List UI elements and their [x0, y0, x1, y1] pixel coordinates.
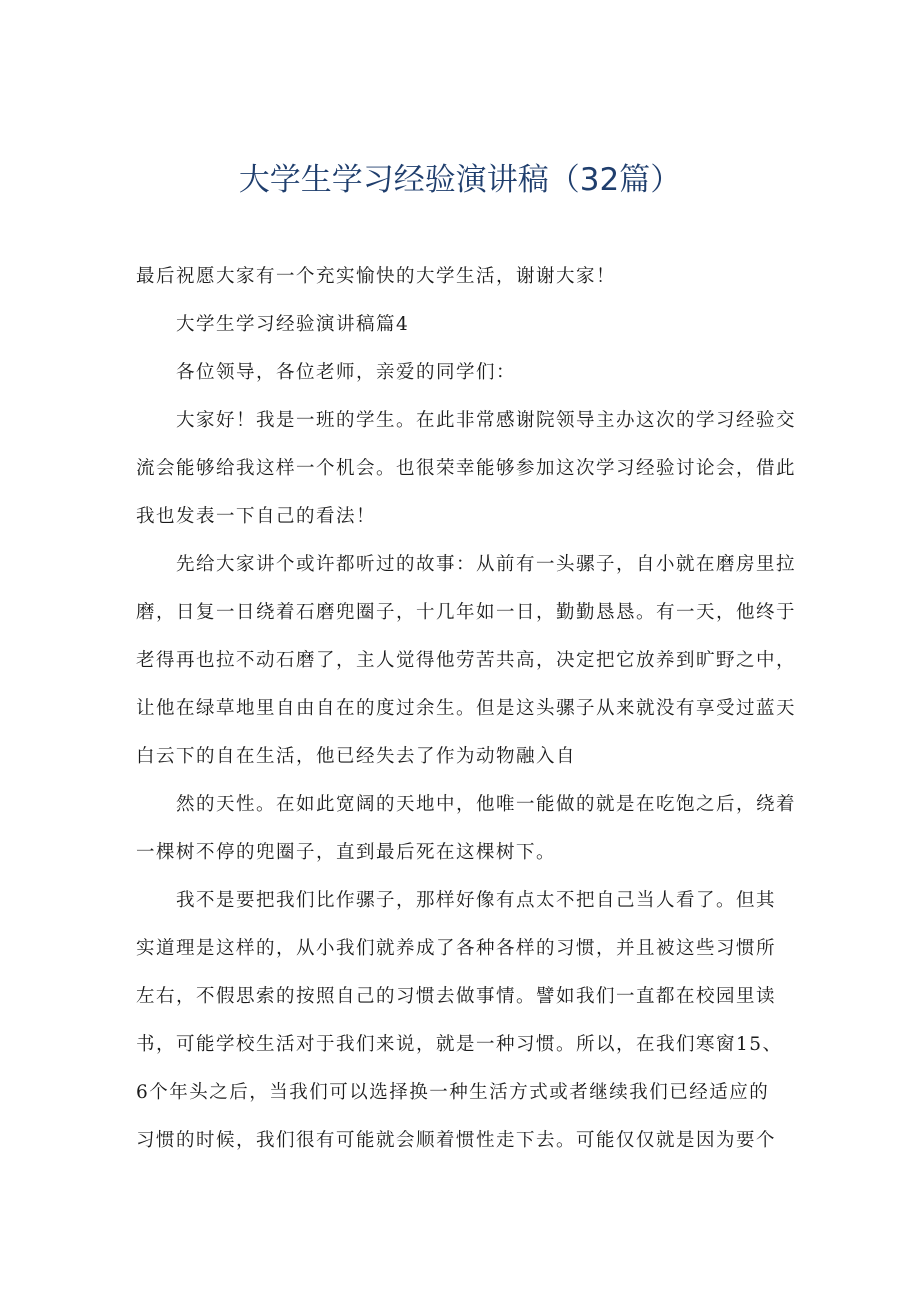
text-line: 一棵树不停的兜圈子，直到最后死在这棵树下。: [136, 842, 557, 863]
text-line: 流会能够给我这样一个机会。也很荣幸能够参加这次学习经验讨论会，借此: [136, 458, 797, 479]
text-line: 白云下的自在生活，他已经失去了作为动物融入自: [136, 746, 577, 767]
text-line: 让他在绿草地里自由自在的度过余生。但是这头骡子从来就没有享受过蓝天: [136, 698, 797, 719]
text-line: 先给大家讲个或许都听过的故事：从前有一头骡子，自小就在磨房里拉: [176, 554, 797, 575]
text-line: 老得再也拉不动石磨了，主人觉得他劳苦共高，决定把它放养到旷野之中，: [136, 650, 797, 671]
text-line: 大家好！我是一班的学生。在此非常感谢院领导主办这次的学习经验交: [176, 410, 797, 431]
text-line: 书，可能学校生活对于我们来说，就是一种习惯。所以，在我们寒窗15、: [136, 1034, 783, 1055]
text-line: 左右，不假思索的按照自己的习惯去做事情。譬如我们一直都在校园里读: [136, 986, 777, 1007]
document-body: [136, 253, 796, 1165]
text-line: 我不是要把我们比作骡子，那样好像有点太不把自己当人看了。但其: [176, 890, 777, 911]
text-line: 大学生学习经验演讲稿篇4: [176, 314, 410, 335]
text-line: 最后祝愿大家有一个充实愉快的大学生活，谢谢大家！: [136, 266, 617, 287]
text-line: 6个年头之后，当我们可以选择换一种生活方式或者继续我们已经适应的: [136, 1082, 770, 1103]
text-line: 磨，日复一日绕着石磨兜圈子，十几年如一日，勤勤恳恳。有一天，他终于: [136, 602, 797, 623]
text-line: 各位领导，各位老师，亲爱的同学们：: [176, 362, 517, 383]
text-line: 然的天性。在如此宽阔的天地中，他唯一能做的就是在吃饱之后，绕着: [176, 794, 797, 815]
text-line: 我也发表一下自己的看法！: [136, 506, 377, 527]
text-line: 习惯的时候，我们很有可能就会顺着惯性走下去。可能仅仅就是因为要个: [136, 1130, 777, 1151]
text-line: 实道理是这样的，从小我们就养成了各种各样的习惯，并且被这些习惯所: [136, 938, 777, 959]
document-title: 大学生学习经验演讲稿（32篇）: [238, 162, 682, 198]
